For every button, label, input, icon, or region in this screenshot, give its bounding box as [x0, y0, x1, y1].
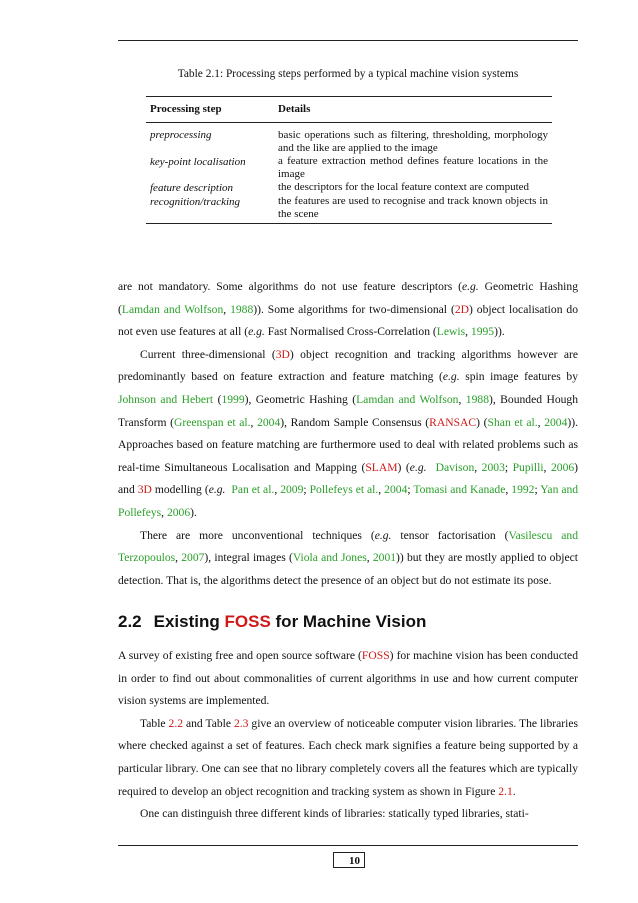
citation-link[interactable]: Shan et al. — [487, 415, 538, 429]
acronym-link[interactable]: 3D — [275, 347, 290, 361]
table-row — [146, 181, 552, 195]
citation-link[interactable]: 2003 — [481, 460, 505, 474]
details-cell: basic operations such as filtering, thresholding, morphology and the like are applied to the image — [278, 129, 548, 154]
citation-link[interactable]: 2006 — [166, 505, 191, 519]
table-row — [146, 195, 552, 224]
citation-link[interactable]: 1988 — [230, 302, 254, 316]
table-ref-link[interactable]: 2.2 — [168, 716, 184, 730]
paragraph: Current three-dimensional (3D) object recognition and tracking algorithms however are predominantly based on feature extraction and feature matching (e.g. spin image features by Johnson and Hebert (1999), Geometric Hashing (Lamdan and Wolfson, 1988), Bounded Hough Transform (Greenspan et al., 2004), Random Sample Consensus (RANSAC) (Shan et al., 2004)). Approaches based on feature matching are furthermore used to deal with related problems such as real-time Simultaneous Localisation and Mapping (SLAM) (e.g. Davison, 2003; Pupilli, 2006) and 3D modelling (e.g. Pan et al., 2009; Pollefeys et al., 2004; Tomasi and Kanade, 1992; Yan and Pollefeys, 2006). — [118, 347, 579, 519]
table-row — [146, 155, 552, 181]
body-text-lower — [118, 645, 578, 826]
citation-link[interactable]: 2006 — [550, 460, 575, 474]
citation-link[interactable]: Tomasi and Kanade — [413, 483, 506, 497]
citation-link[interactable]: Johnson and Hebert — [118, 392, 214, 406]
citation-link[interactable]: Pollefeys et al. — [309, 483, 379, 497]
header-rule — [118, 40, 578, 41]
acronym-link[interactable]: 3D — [137, 483, 152, 497]
citation-link[interactable]: 2009 — [280, 483, 304, 497]
citation-link[interactable]: 1999 — [221, 392, 245, 406]
citation-link[interactable]: 1988 — [465, 392, 489, 406]
step-cell: feature description — [150, 182, 233, 194]
paragraph: are not mandatory. Some algorithms do not use feature descriptors (e.g. Geometric Hashing (Lamdan and Wolfson, 1988)). Some algorithms for two-dimensional (2D) object localisation do not even use features at all (e.g. Fast Normalised Cross-Correlation (Lewis, 1995)). — [118, 280, 579, 339]
section-heading: 2.2 Existing FOSS for Machine Vision — [118, 612, 427, 631]
table-caption: Table 2.1: Processing steps performed by a typical machine vision systems — [177, 68, 519, 80]
citation-link[interactable]: 2004 — [384, 483, 408, 497]
citation-link[interactable]: 2004 — [544, 415, 568, 429]
column-header-details: Details — [274, 97, 552, 123]
citation-link[interactable]: 2004 — [257, 415, 281, 429]
acronym-link[interactable]: SLAM — [365, 460, 398, 474]
details-cell: a feature extraction method defines feature locations in the image — [278, 155, 548, 180]
citation-link[interactable]: Davison — [435, 460, 475, 474]
citation-link[interactable]: Pupilli — [512, 460, 544, 474]
paragraph: There are more unconventional techniques (e.g. tensor factorisation (Vasilescu and Terzopoulos, 2007), integral images (Viola and Jones, 2001)) but they are mostly applied to object detection. That is, the algorithms detect the presence of an object but do not estimate its pose. — [118, 528, 578, 587]
step-cell: key-point localisation — [150, 156, 246, 168]
paragraph: A survey of existing free and open source software (FOSS) for machine vision has been conducted in order to find out about commonalities of current algorithms in use and how current computer vision systems are implemented. — [118, 649, 579, 708]
body-text-upper — [118, 276, 578, 592]
details-cell: the features are used to recognise and track known objects in the scene — [274, 195, 552, 224]
acronym-link[interactable]: FOSS — [361, 649, 390, 662]
citation-link[interactable]: Lamdan and Wolfson — [121, 302, 224, 316]
citation-link[interactable]: 2007 — [181, 551, 205, 565]
step-cell: recognition/tracking — [146, 195, 274, 224]
citation-link[interactable]: 2001 — [372, 551, 397, 565]
column-header-step: Processing step — [146, 97, 274, 123]
step-cell: preprocessing — [150, 129, 212, 141]
table-header-row — [146, 97, 552, 123]
citation-link[interactable]: Viola and Jones — [292, 551, 367, 565]
figure-ref-link[interactable]: 2.1 — [498, 784, 513, 798]
paragraph: One can distinguish three different kinds of libraries: statically typed libraries, stati- — [140, 807, 529, 821]
page-number: 10 — [333, 852, 365, 868]
footer-rule — [118, 845, 578, 846]
details-cell: the descriptors for the local feature context are computed — [278, 181, 530, 193]
citation-link[interactable]: 1992 — [511, 483, 535, 497]
acronym-link[interactable]: RANSAC — [429, 415, 477, 429]
paragraph: Table 2.2 and Table 2.3 give an overview of noticeable computer vision libraries. The libraries where checked against a set of features. Each check mark signifies a feature being supported by a particular library. One can see that no library completely covers all the features which are typically required to develop an object recognition and tracking system as shown in Figure 2.1. — [118, 716, 579, 798]
acronym-link[interactable]: 2D — [454, 302, 469, 316]
section-number: 2.2 — [118, 612, 142, 631]
citation-link[interactable]: 1995 — [470, 325, 495, 339]
citation-link[interactable]: Greenspan et al. — [174, 415, 251, 429]
citation-link[interactable]: Pan et al. — [231, 483, 275, 497]
table-row — [146, 123, 552, 156]
processing-steps-table — [146, 96, 552, 224]
acronym-link[interactable]: FOSS — [224, 612, 271, 631]
table-ref-link[interactable]: 2.3 — [233, 716, 249, 730]
citation-link[interactable]: Vasilescu and Terzopoulos — [118, 528, 578, 565]
citation-link[interactable]: Lamdan and Wolfson — [356, 392, 459, 406]
citation-link[interactable]: Yan and Pollefeys — [118, 483, 579, 519]
citation-link[interactable]: Lewis — [436, 325, 466, 339]
